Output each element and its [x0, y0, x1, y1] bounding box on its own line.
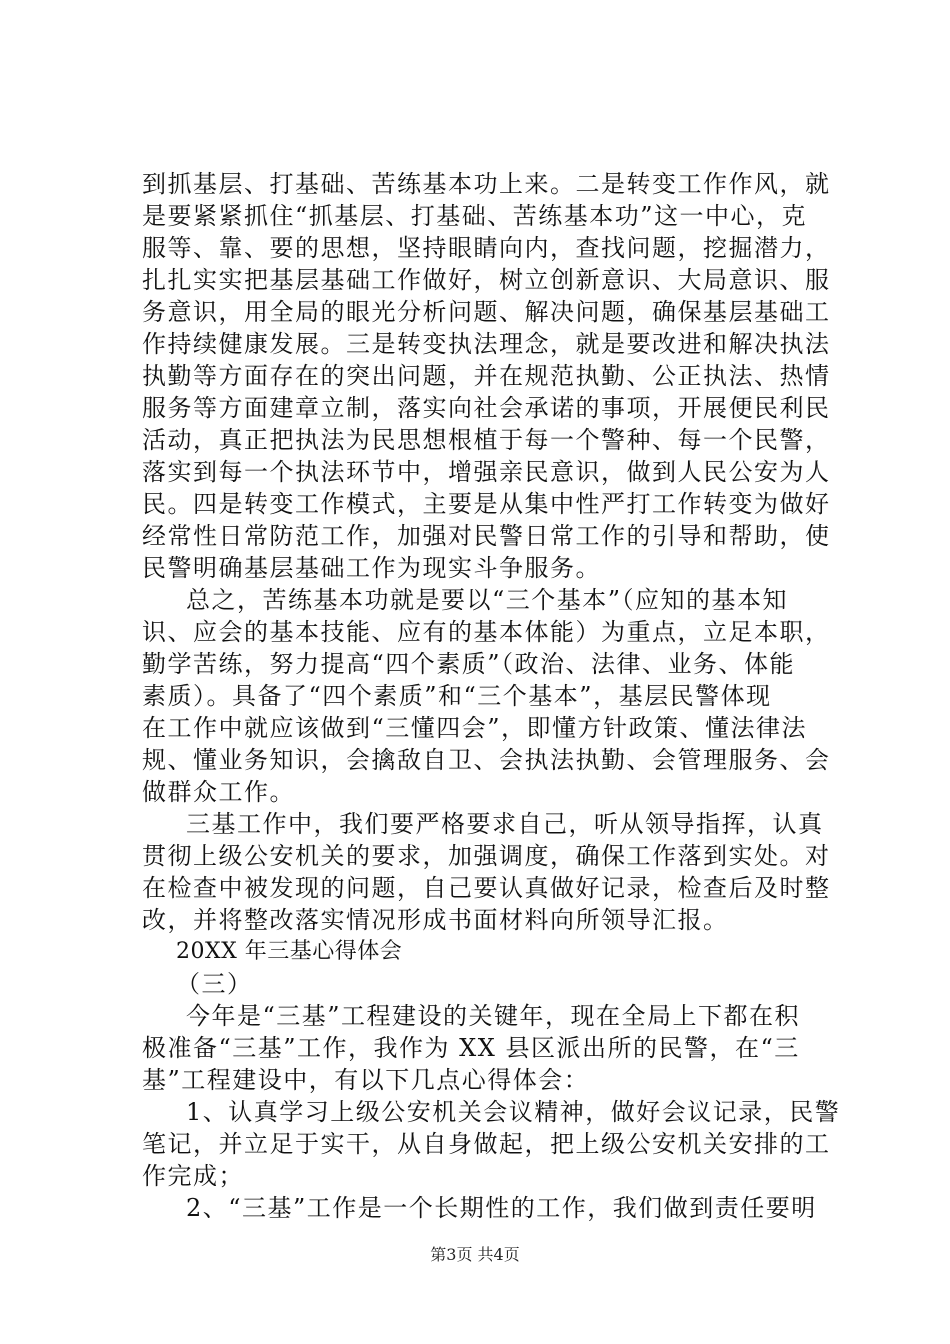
- body-line: 贯彻上级公安机关的要求，加强调度，确保工作落到实处。对: [142, 842, 831, 870]
- body-line: 扎扎实实把基层基础工作做好，树立创新意识、大局意识、服: [142, 266, 831, 294]
- body-line: 基”工程建设中，有以下几点心得体会：: [142, 1066, 590, 1094]
- body-line: 到抓基层、打基础、苦练基本功上来。二是转变工作作风，就: [142, 170, 831, 198]
- list-item-line: 1、认真学习上级公安机关会议精神，做好会议记录，民警: [186, 1098, 841, 1126]
- paragraph-start-line: 今年是“三基”工程建设的关键年，现在全局上下都在积: [186, 1002, 801, 1030]
- body-line: 经常性日常防范工作，加强对民警日常工作的引导和帮助，使: [142, 522, 831, 550]
- body-line: 活动，真正把执法为民思想根植于每一个警种、每一个民警，: [142, 426, 831, 454]
- body-line: 作完成；: [142, 1162, 244, 1190]
- body-line: 执勤等方面存在的突出问题，并在规范执勤、公正执法、热情: [142, 362, 831, 390]
- paragraph-start-line: 三基工作中，我们要严格要求自己，听从领导指挥，认真: [186, 810, 824, 838]
- body-line: 服等、靠、要的思想，坚持眼睛向内，查找问题，挖掘潜力，: [142, 234, 831, 262]
- paragraph-start-line: 总之，苦练基本功就是要以“三个基本”（应知的基本知: [186, 586, 789, 614]
- body-line: 识、应会的基本技能、应有的基本体能）为重点，立足本职，: [142, 618, 831, 646]
- list-item-line: 2、“三基”工作是一个长期性的工作，我们做到责任要明: [186, 1194, 817, 1222]
- section-title: 20XX 年三基心得体会: [176, 939, 403, 964]
- body-line: 做群众工作。: [142, 778, 295, 806]
- body-line: 规、懂业务知识，会擒敌自卫、会执法执勤、会管理服务、会: [142, 746, 831, 774]
- section-number: （三）: [176, 970, 253, 998]
- body-line: 素质）。具备了“四个素质”和“三个基本”，基层民警体现: [142, 682, 772, 710]
- body-line: 落实到每一个执法环节中，增强亲民意识，做到人民公安为人: [142, 458, 831, 486]
- body-line: 极准备“三基”工作，我作为 XX 县区派出所的民警，在“三: [142, 1034, 800, 1062]
- body-line: 在检查中被发现的问题，自己要认真做好记录，检查后及时整: [142, 874, 831, 902]
- body-line: 是要紧紧抓住“抓基层、打基础、苦练基本功”这一中心，克: [142, 202, 808, 230]
- page-number-footer: 第3页 共4页: [430, 1245, 520, 1264]
- body-line: 作持续健康发展。三是转变执法理念，就是要改进和解决执法: [142, 330, 831, 358]
- body-line: 改，并将整改落实情况形成书面材料向所领导汇报。: [142, 906, 729, 934]
- body-line: 服务等方面建章立制，落实向社会承诺的事项，开展便民利民: [142, 394, 831, 422]
- body-line: 民警明确基层基础工作为现实斗争服务。: [142, 554, 601, 582]
- body-line: 笔记，并立足于实干，从自身做起，把上级公安机关安排的工: [142, 1130, 831, 1158]
- body-line: 在工作中就应该做到“三懂四会”，即懂方针政策、懂法律法: [142, 714, 808, 742]
- body-line: 民。四是转变工作模式，主要是从集中性严打工作转变为做好: [142, 490, 831, 518]
- body-line: 勤学苦练，努力提高“四个素质”（政治、法律、业务、体能: [142, 650, 796, 678]
- body-line: 务意识，用全局的眼光分析问题、解决问题，确保基层基础工: [142, 298, 831, 326]
